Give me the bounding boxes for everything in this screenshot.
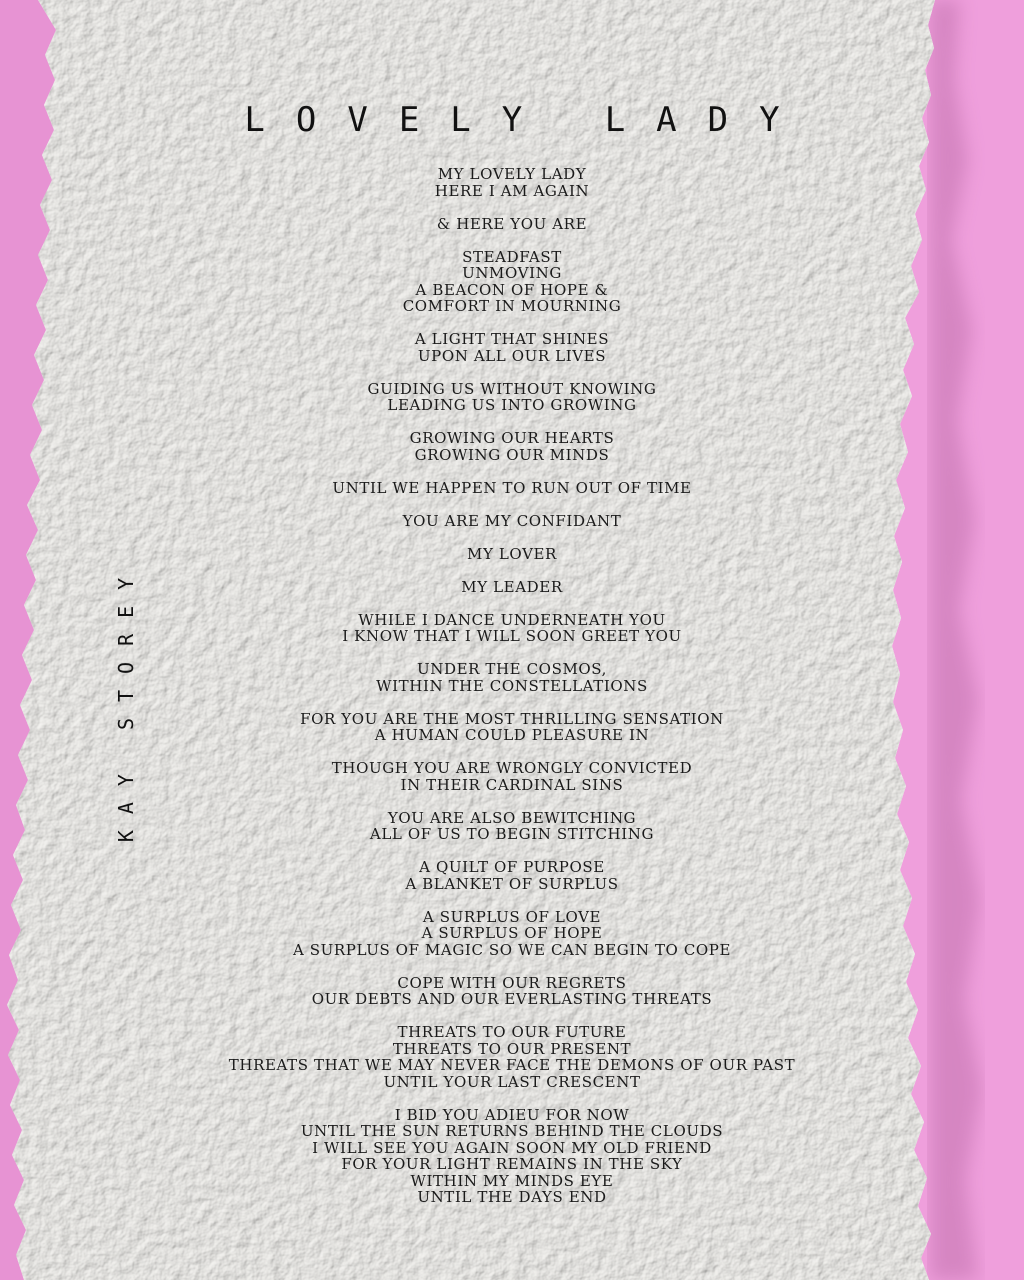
poem-line: UPON ALL OUR LIVES <box>417 346 607 365</box>
poem-line: MY LOVER <box>467 544 557 563</box>
poem-line: WITHIN MY MINDS EYE <box>410 1171 614 1190</box>
poem-line: LEADING US INTO GROWING <box>387 396 637 414</box>
poem-line: THREATS THAT WE MAY NEVER FACE THE DEMONS OF OUR PAST <box>228 1056 796 1074</box>
poem-stanza <box>0 859 1024 892</box>
poem-stanza <box>0 1024 1024 1090</box>
poem-line: HERE I AM AGAIN <box>434 181 590 200</box>
poem-stanza <box>0 909 1024 959</box>
poem-line: THREATS TO OUR FUTURE <box>397 1023 627 1041</box>
poem-line: FOR YOUR LIGHT REMAINS IN THE SKY <box>341 1155 683 1173</box>
poem-line: UNDER THE COSMOS, <box>416 660 608 678</box>
poem-line: A BEACON OF HOPE & <box>415 280 609 299</box>
poem-line: ALL OF US TO BEGIN STITCHING <box>369 825 655 843</box>
poem-line: MY LOVELY LADY <box>437 165 587 183</box>
poem-line: MY LEADER <box>461 577 563 596</box>
poem-stanza <box>0 612 1024 645</box>
poem-line: THOUGH YOU ARE WRONGLY CONVICTED <box>331 759 693 777</box>
poem-line: WHILE I DANCE UNDERNEATH YOU <box>358 610 666 629</box>
poem-stanza <box>0 810 1024 843</box>
poem-line: A SURPLUS OF MAGIC SO WE CAN BEGIN TO COPE <box>292 940 732 959</box>
poem-line: IN THEIR CARDINAL SINS <box>400 775 624 794</box>
poem-stanza <box>0 975 1024 1008</box>
poem-line: A SURPLUS OF LOVE <box>422 907 602 926</box>
poem-line: WITHIN THE CONSTELLATIONS <box>376 676 648 695</box>
poem-line: UNTIL YOUR LAST CRESCENT <box>383 1072 641 1091</box>
poem-stanza <box>0 331 1024 364</box>
poem-stanza <box>0 216 1024 233</box>
poem-stanza <box>0 166 1024 199</box>
poem-line: COPE WITH OUR REGRETS <box>397 973 627 992</box>
poem-line: A LIGHT THAT SHINES <box>414 330 610 348</box>
poem-line: I KNOW THAT I WILL SOON GREET YOU <box>342 627 682 645</box>
poem-stanza <box>0 381 1024 414</box>
poem-line: YOU ARE ALSO BEWITCHING <box>387 808 637 827</box>
poem-line: THREATS TO OUR PRESENT <box>392 1039 632 1058</box>
poem-line: UNMOVING <box>462 264 562 282</box>
poem-line: UNTIL THE SUN RETURNS BEHIND THE CLOUDS <box>300 1122 724 1140</box>
poem-stanza <box>0 760 1024 793</box>
poem-line: & HERE YOU ARE <box>436 214 588 233</box>
poem-stanza <box>0 546 1024 563</box>
author-name: KAY STOREY <box>114 561 138 843</box>
poem-stanza <box>0 249 1024 315</box>
poem-stanza <box>0 430 1024 463</box>
poem-line: A BLANKET OF SURPLUS <box>405 874 619 893</box>
poem-line: A QUILT OF PURPOSE <box>419 858 605 876</box>
poem-title: LOVELY LADY <box>244 100 811 140</box>
poem-line: OUR DEBTS AND OUR EVERLASTING THREATS <box>311 990 713 1008</box>
poem-line: FOR YOU ARE THE MOST THRILLING SENSATION <box>300 709 724 728</box>
poem-line: I BID YOU ADIEU FOR NOW <box>394 1105 630 1124</box>
poem-line: GUIDING US WITHOUT KNOWING <box>367 379 657 398</box>
poem-stanza <box>0 513 1024 530</box>
poem-body <box>0 166 1024 1222</box>
poem-line: GROWING OUR HEARTS <box>409 429 615 447</box>
poem-line: A SURPLUS OF HOPE <box>421 924 603 942</box>
poem-line: YOU ARE MY CONFIDANT <box>402 511 622 530</box>
poem-stanza <box>0 711 1024 744</box>
poem-line: STEADFAST <box>462 247 562 266</box>
poem-stanza <box>0 480 1024 497</box>
poem-stanza <box>0 1107 1024 1206</box>
poem-line: COMFORT IN MOURNING <box>402 297 622 315</box>
poem-line: UNTIL WE HAPPEN TO RUN OUT OF TIME <box>332 478 692 497</box>
poem-line: UNTIL THE DAYS END <box>417 1188 607 1206</box>
poem-line: I WILL SEE YOU AGAIN SOON MY OLD FRIEND <box>312 1138 712 1157</box>
poem-line: A HUMAN COULD PLEASURE IN <box>374 726 650 744</box>
poem-stanza <box>0 579 1024 596</box>
poem-line: GROWING OUR MINDS <box>414 445 610 464</box>
poem-stanza <box>0 661 1024 694</box>
